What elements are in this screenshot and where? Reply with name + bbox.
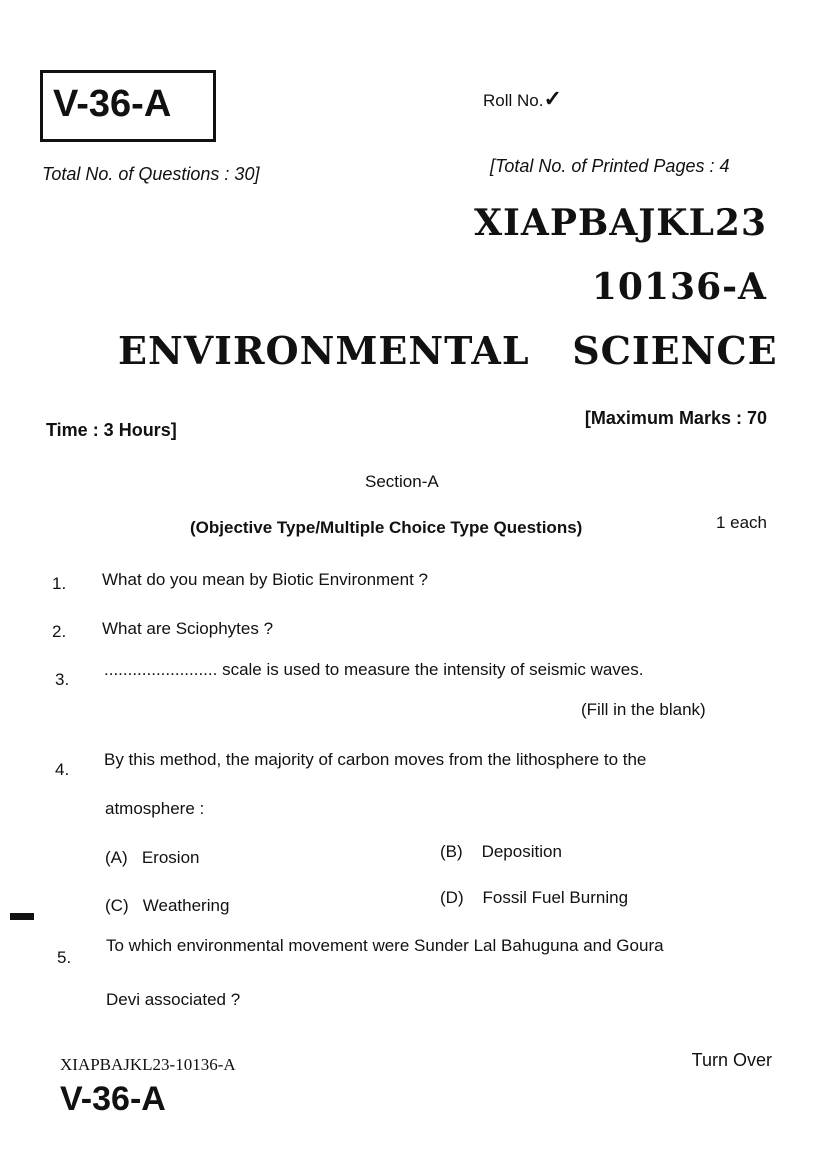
option-d	[440, 888, 628, 908]
option-label: (A)	[105, 848, 128, 867]
option-label: (B)	[440, 842, 463, 861]
question-text: What do you mean by Biotic Environment ?	[102, 570, 428, 589]
subject-title: ENVIRONMENTAL SCIENCE	[118, 328, 778, 373]
option-text: Weathering	[142, 896, 230, 915]
option-label: (D)	[440, 888, 464, 907]
question-text: To which environmental movement were Sunder Lal Bahuguna and Goura	[106, 936, 664, 955]
section-title: Section-A	[365, 472, 439, 491]
option-b	[440, 842, 562, 862]
option-a	[105, 848, 199, 868]
paper-code: V-36-A	[53, 83, 172, 125]
scan-mark	[10, 913, 34, 920]
roll-number	[483, 86, 562, 112]
roll-no-mark: ✓	[543, 86, 562, 111]
footer-paper-code: V-36-A	[60, 1080, 166, 1118]
option-text: Fossil Fuel Burning	[482, 888, 629, 907]
question-text: By this method, the majority of carbon moves from the lithosphere to the	[104, 750, 647, 769]
total-questions: Total No. of Questions : 30]	[42, 164, 260, 184]
turn-over: Turn Over	[691, 1050, 772, 1070]
option-label: (C)	[105, 896, 129, 915]
series-code: XIAPBAJKL23	[474, 202, 767, 244]
question-note: (Fill in the blank)	[581, 700, 706, 719]
time-allowed: Time : 3 Hours]	[46, 420, 177, 440]
question-number: 3.	[55, 670, 70, 689]
question-number: 2.	[52, 622, 67, 641]
total-pages: [Total No. of Printed Pages : 4	[490, 156, 730, 176]
question-text: What are Sciophytes ?	[102, 619, 274, 638]
max-marks: [Maximum Marks : 70	[584, 408, 767, 428]
paper-number: 10136-A	[591, 266, 767, 308]
roll-no-label: Roll No.	[483, 91, 544, 110]
option-c	[105, 896, 229, 916]
option-text: Erosion	[141, 848, 200, 867]
question-text: Devi associated ?	[106, 990, 241, 1009]
question-number: 1.	[52, 574, 67, 593]
question-text: ........................ scale is used to measure the intensity of seismic waves.	[104, 660, 644, 679]
section-subtitle: (Objective Type/Multiple Choice Type Questions)	[190, 518, 583, 537]
question-number: 4.	[55, 760, 70, 779]
question-number: 5.	[57, 948, 72, 967]
option-text: Deposition	[481, 842, 562, 861]
question-text: atmosphere :	[105, 799, 205, 818]
footer-code: XIAPBAJKL23-10136-A	[60, 1055, 236, 1074]
paper-code-box	[40, 70, 216, 142]
section-marks: 1 each	[715, 513, 767, 532]
